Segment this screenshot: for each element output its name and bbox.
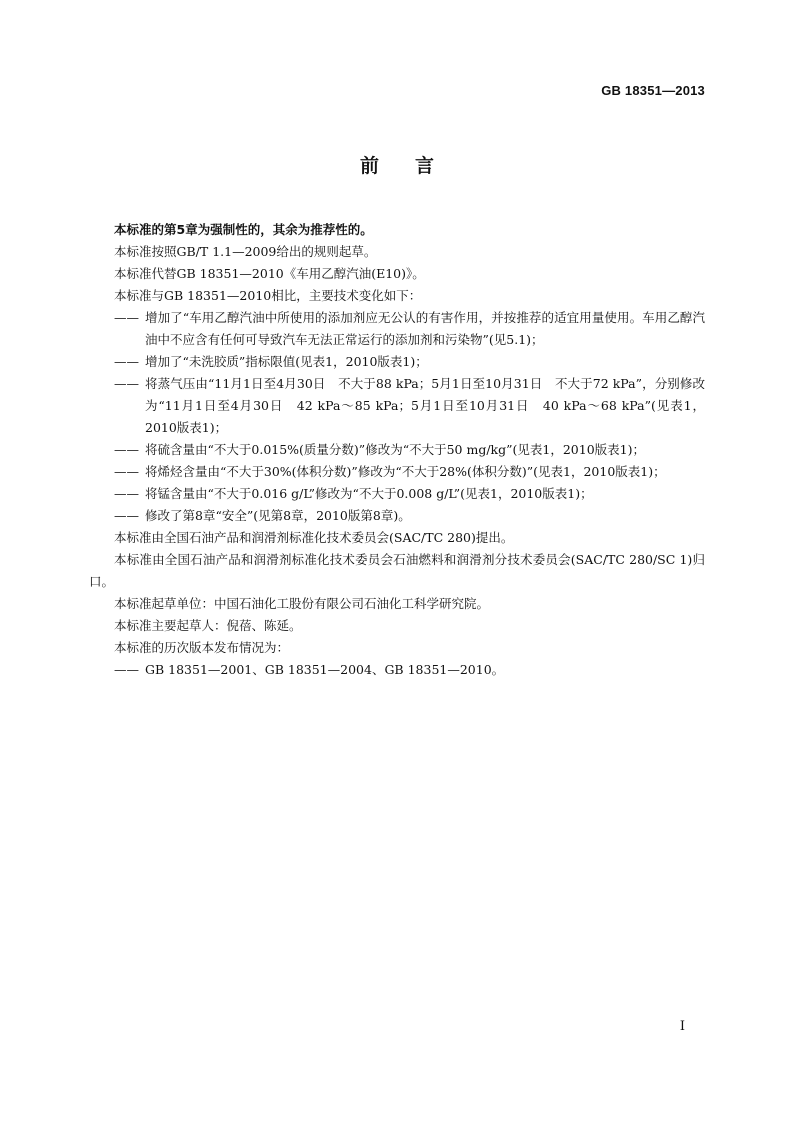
standard-code: GB 18351—2013	[601, 83, 705, 98]
dash-marker: ——	[114, 442, 139, 457]
list-item	[89, 505, 705, 527]
foreword-body	[89, 219, 705, 681]
list-item-text: 将烯烃含量由“不大于30%(体积分数)”修改为“不大于28%(体积分数)”(见表1，2010版表1)；	[145, 464, 666, 479]
list-item-text: 修改了第8章“安全”(见第8章，2010版第8章)。	[145, 508, 411, 523]
list-item	[89, 439, 705, 461]
list-item	[89, 307, 705, 351]
list-item-text: 增加了“车用乙醇汽油中所使用的添加剂应无公认的有害作用，并按推荐的适宜用量使用。车用乙醇汽油中不应含有任何可导致汽车无法正常运行的添加剂和污染物”(见5.1)；	[145, 310, 705, 347]
page-title: 前言	[359, 155, 470, 177]
changes-list	[89, 307, 705, 527]
dash-marker: ——	[114, 464, 139, 479]
changes-intro: 本标准与GB 18351—2010相比，主要技术变化如下：	[114, 288, 422, 303]
dash-marker: ——	[114, 310, 139, 325]
list-item-text: 将锰含量由“不大于0.016 g/L”修改为“不大于0.008 g/L”(见表1，2010版表1)；	[145, 486, 593, 501]
page-number: I	[679, 1019, 685, 1034]
replacement-statement: 本标准代替GB 18351—2010《车用乙醇汽油(E10)》。	[114, 266, 425, 281]
list-item-text: 将硫含量由“不大于0.015%(质量分数)”修改为“不大于50 mg/kg”(见表1，2010版表1)；	[145, 442, 645, 457]
list-item	[89, 659, 705, 681]
dash-marker: ——	[114, 376, 139, 391]
proposer-statement: 本标准由全国石油产品和润滑剂标准化技术委员会(SAC/TC 280)提出。	[114, 530, 514, 545]
list-item	[89, 373, 705, 439]
history-list	[89, 659, 705, 681]
dash-marker: ——	[114, 662, 139, 677]
centralized-management-statement: 本标准由全国石油产品和润滑剂标准化技术委员会石油燃料和润滑剂分技术委员会(SAC/TC 280/SC 1)归口。	[89, 552, 705, 589]
list-item	[89, 483, 705, 505]
drafters: 本标准主要起草人：倪蓓、陈延。	[114, 618, 302, 633]
list-item-text: 将蒸气压由“11月1日至4月30日 不大于88 kPa；5月1日至10月31日 不大于72 kPa”，分别修改为“11月1日至4月30日 42 kPa～85 kPa；5月1日至10月31日 40 kPa～68 kPa”(见表1，2010版表1)；	[145, 376, 705, 435]
mandatory-clause-statement: 本标准的第5章为强制性的，其余为推荐性的。	[114, 222, 373, 237]
dash-marker: ——	[114, 508, 139, 523]
drafting-organization: 本标准起草单位：中国石油化工股份有限公司石油化工科学研究院。	[114, 596, 490, 611]
dash-marker: ——	[114, 486, 139, 501]
history-intro: 本标准的历次版本发布情况为：	[114, 640, 290, 655]
dash-marker: ——	[114, 354, 139, 369]
drafting-rules-statement: 本标准按照GB/T 1.1—2009给出的规则起草。	[114, 244, 377, 259]
list-item-text: 增加了“未洗胶质”指标限值(见表1，2010版表1)；	[145, 354, 428, 369]
list-item-text: GB 18351—2001、GB 18351—2004、GB 18351—2010。	[145, 662, 505, 677]
list-item	[89, 461, 705, 483]
list-item	[89, 351, 705, 373]
